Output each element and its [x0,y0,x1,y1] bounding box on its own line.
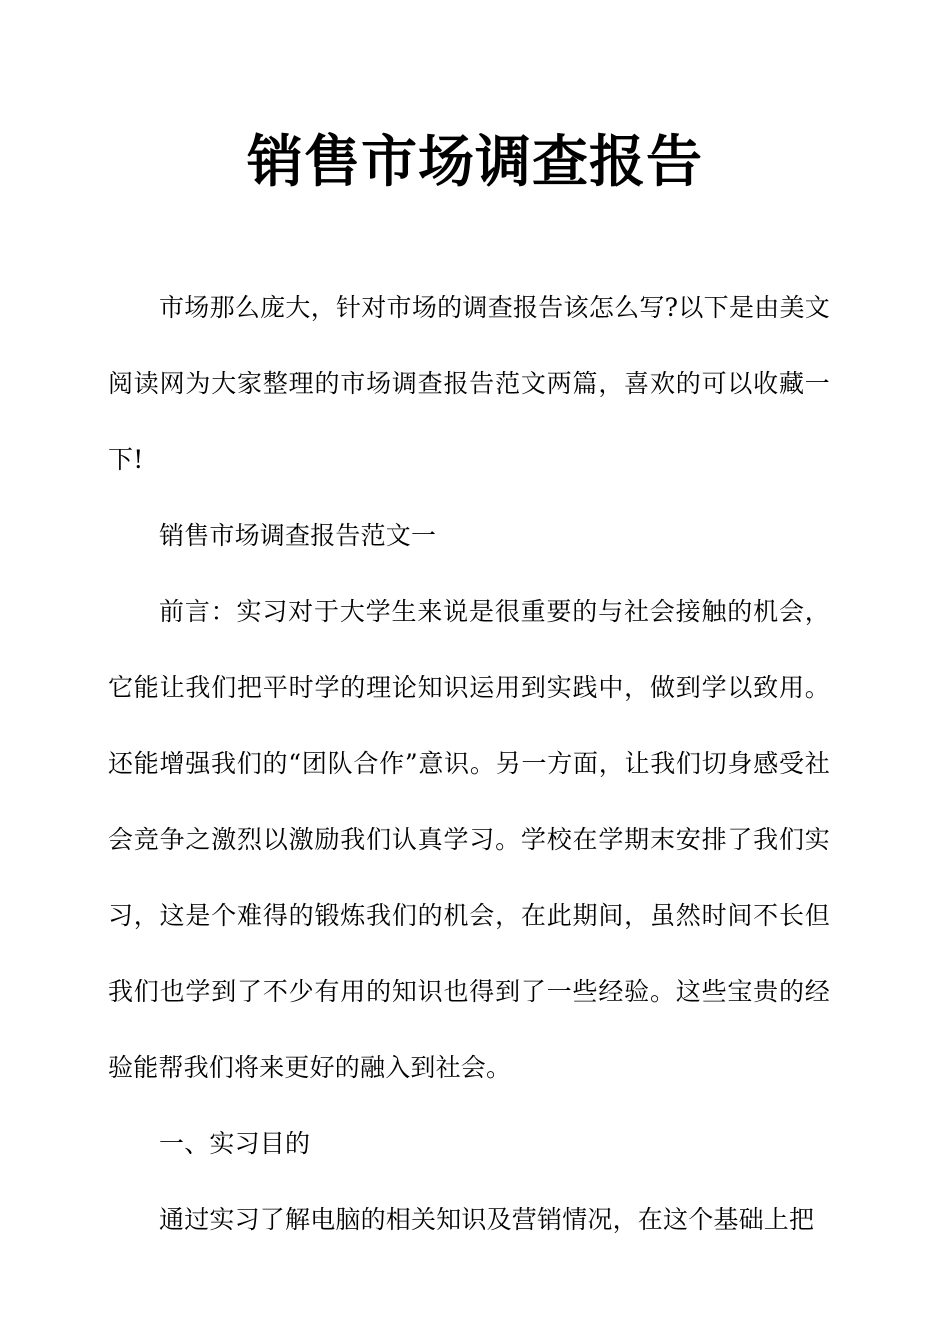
intro-paragraph: 市场那么庞大，针对市场的调查报告该怎么写?以下是由美文阅读网为大家整理的市场调查报告范文两篇，喜欢的可以收藏一下! [108,293,830,474]
purpose-paragraph: 通过实习了解电脑的相关知识及营销情况，在这个基础上把 [159,1205,815,1234]
document-body [108,270,830,1258]
section-heading-internship-purpose: 一、实习目的 [159,1129,311,1158]
section-heading-sample-one: 销售市场调查报告范文一 [159,521,437,550]
preface-paragraph: 前言：实习对于大学生来说是很重要的与社会接触的机会，它能让我们把平时学的理论知识运用到实践中，做到学以致用。还能增强我们的“团队合作”意识。另一方面，让我们切身感受社会竞争之激烈以激励我们认真学习。学校在学期末安排了我们实习，这是个难得的锻炼我们的机会，在此期间，虽然时间不长但我们也学到了不少有用的知识也得到了一些经验。这些宝贵的经验能帮我们将来更好的融入到社会。 [108,597,830,1082]
document-title: 销售市场调查报告 [247,130,703,195]
